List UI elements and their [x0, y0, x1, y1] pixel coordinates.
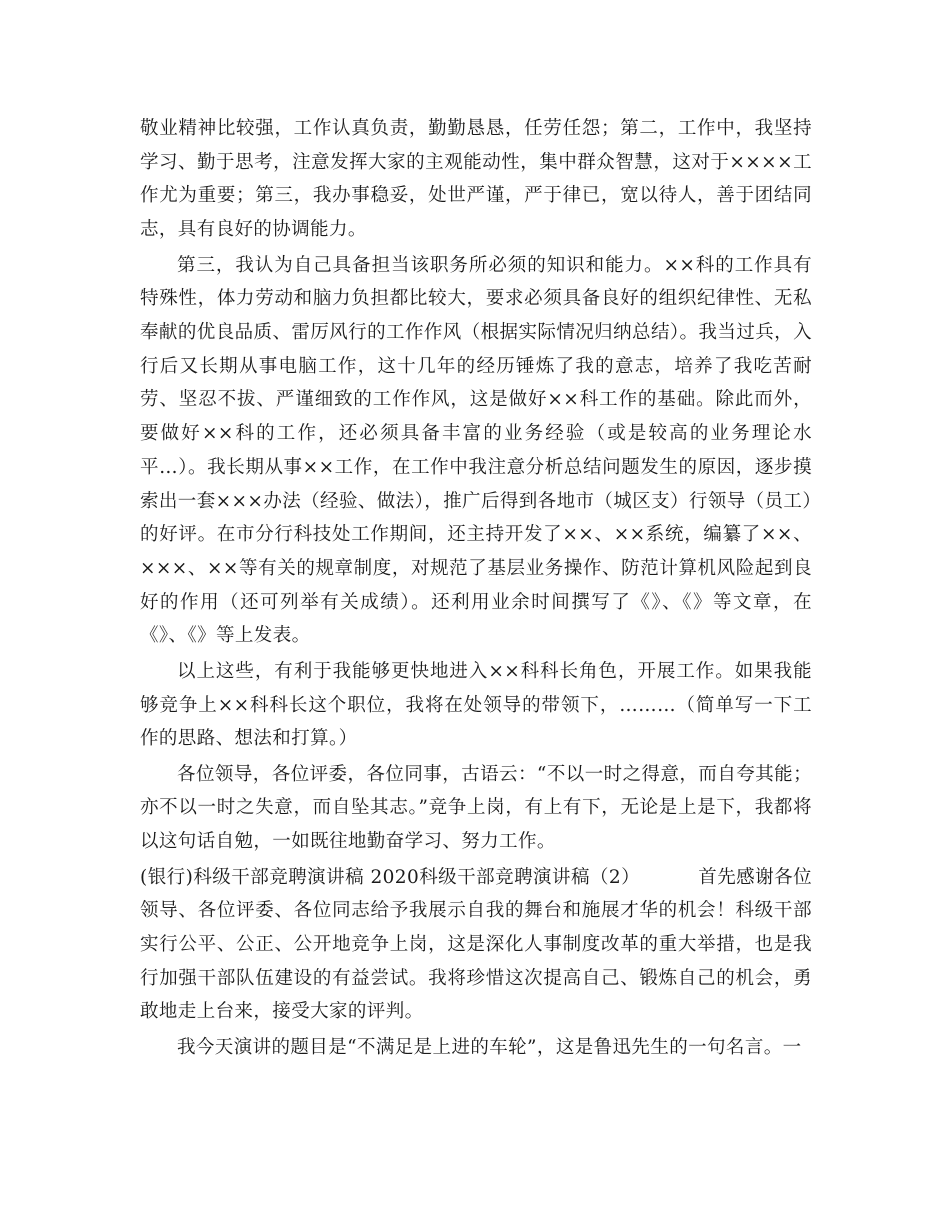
- paragraph-3: 以上这些，有利于我能够更快地进入××科科长角色，开展工作。如果我能够竞争上××科科长这个职位，我将在处领导的带领下，………（简单写一下工作的思路、想法和打算。）: [140, 660, 812, 750]
- closing-paragraph: 我今天演讲的题目是“不满足是上进的车轮”，这是鲁迅先生的一句名言。一: [177, 1036, 802, 1058]
- paragraph-1: 敬业精神比较强，工作认真负责，勤勤恳恳，任劳任怨；第二，工作中，我坚持学习、勤于思考，注意发挥大家的主观能动性，集中群众智慧，这对于××××工作尤为重要；第三，我办事稳妥，处世严谨，严于律已，宽以待人，善于团结同志，具有良好的协调能力。: [140, 118, 812, 241]
- paragraph-4: 各位领导，各位评委，各位同事，古语云：“不以一时之得意，而自夸其能；亦不以一时之失意，而自坠其志。”竞争上岗，有上有下，无论是上是下，我都将以这句话自勉，一如既往地勤奋学习、努力工作。: [140, 763, 812, 853]
- document-page: [140, 112, 812, 1066]
- section-text: 首先感谢各位领导、各位评委、各位同志给予我展示自我的舞台和施展才华的机会！科级干部实行公平、公正、公开地竞争上岗，这是深化人事制度改革的重大举措，也是我行加强干部队伍建设的有益尝试。我将珍惜这次提高自己、锻炼自己的机会，勇敢地走上台来，接受大家的评判。: [140, 866, 812, 1023]
- section-paragraph: [140, 861, 812, 1030]
- section-heading: (银行)科级干部竞聘演讲稿 2020科级干部竞聘演讲稿（2）: [140, 866, 641, 888]
- paragraph-2: 第三，我认为自己具备担当该职务所必须的知识和能力。××科的工作具有特殊性，体力劳动和脑力负担都比较大，要求必须具备良好的组织纪律性、无私奉献的优良品质、雷厉风行的工作作风（根据实际情况归纳总结）。我当过兵，入行后又长期从事电脑工作，这十几年的经历锤炼了我的意志，培养了我吃苦耐劳、坚忍不拔、严谨细致的工作作风，这是做好××科工作的基础。除此而外，要做好××科的工作，还必须具备丰富的业务经验（或是较高的业务理论水平…）。我长期从事××工作，在工作中我注意分析总结问题发生的原因，逐步摸索出一套×××办法（经验、做法），推广后得到各地市（城区支）行领导（员工）的好评。在市分行科技处工作期间，还主持开发了××、××系统，编纂了××、×××、××等有关的规章制度，对规范了基层业务操作、防范计算机风险起到良好的作用（还可列举有关成绩）。还利用业余时间撰写了《》、《》等文章，在《》、《》等上发表。: [140, 254, 812, 647]
